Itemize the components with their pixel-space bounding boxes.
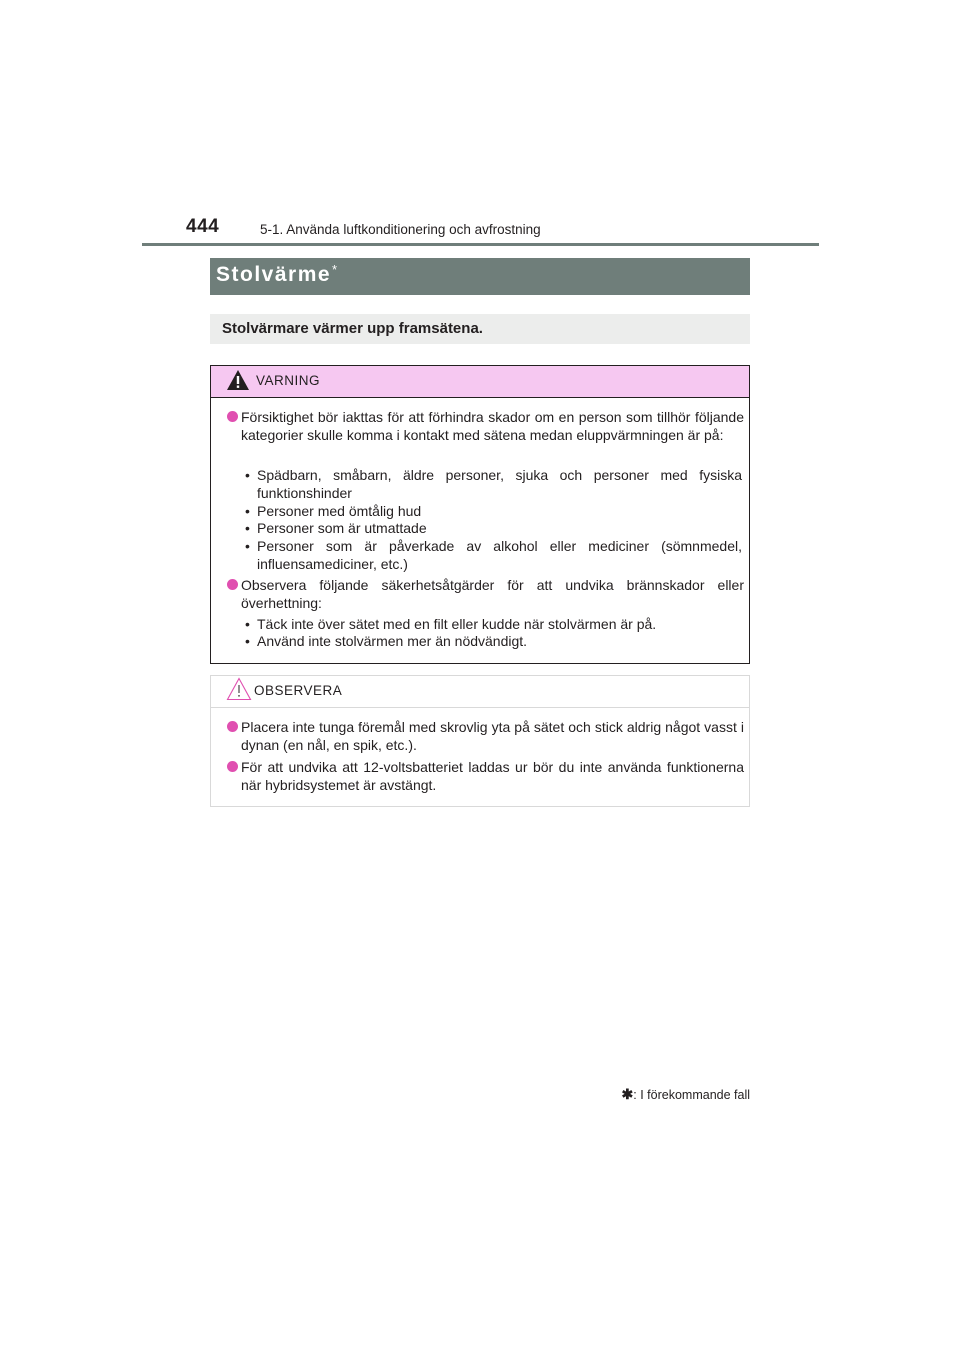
warning-item-text: Observera följande säkerhetsåtgärder för att undvika brännskador eller överhettning: (241, 577, 744, 611)
warning-subitem-text: Personer som är utmattade (257, 520, 427, 536)
warning-triangle-icon (226, 369, 250, 391)
warning-subitem (245, 537, 742, 573)
warning-item-text: Försiktighet bör iakttas för att förhindra skador om en person som tillhör följande kategorier skulle komma i kontakt med sätena medan eluppvärmningen är på: (241, 409, 744, 443)
notice-label: OBSERVERA (254, 683, 343, 698)
heading-bar (210, 258, 750, 295)
page-header (0, 0, 960, 250)
warning-subitem (245, 466, 742, 502)
section-title: 5-1. Använda luftkonditionering och avfrostning (260, 222, 541, 237)
dot-icon: • (245, 520, 250, 536)
dot-icon: • (245, 467, 250, 483)
warning-subitem-text: Täck inte över sätet med en filt eller kudde när stolvärmen är på. (257, 616, 657, 632)
asterisk-icon: ✱ (621, 1086, 634, 1102)
notice-item-text: Placera inte tunga föremål med skrovlig yta på sätet och stick aldrig något vasst i dynan (en nål, en spik, etc.). (241, 719, 744, 753)
warning-subitem (245, 632, 742, 650)
bullet-icon (227, 721, 238, 732)
warning-subitem-text: Använd inte stolvärmen mer än nödvändigt. (257, 633, 528, 649)
notice-item (223, 758, 744, 794)
page-number: 444 (186, 216, 220, 237)
subtitle: Stolvärmare värmer upp framsätena. (222, 320, 483, 337)
warning-label: VARNING (256, 373, 321, 388)
caution-triangle-outline-icon (226, 677, 252, 701)
bullet-icon (227, 411, 238, 422)
bullet-icon (227, 579, 238, 590)
notice-header (211, 676, 749, 708)
warning-header (211, 366, 749, 398)
warning-subitem-text: Spädbarn, småbarn, äldre personer, sjuka och personer med fysiska funktionshinder (257, 467, 742, 501)
subtitle-bar (210, 314, 750, 344)
notice-item (223, 718, 744, 754)
dot-icon: • (245, 633, 250, 649)
notice-item-text: För att undvika att 12-voltsbatteriet laddas ur bör du inte använda funktionerna när hybridsystemet är avstängt. (241, 759, 744, 793)
warning-box (210, 365, 750, 664)
dot-icon: • (245, 538, 250, 554)
warning-subitem (245, 615, 742, 633)
bullet-icon (227, 761, 238, 772)
warning-item (223, 576, 744, 612)
notice-box (210, 675, 750, 807)
footnote-text: : I förekommande fall (633, 1088, 750, 1102)
title-asterisk: * (332, 262, 338, 277)
page-title: Stolvärme (216, 263, 332, 286)
warning-subitem-text: Personer som är påverkade av alkohol eller mediciner (sömnmedel, influensamediciner, etc.) (257, 538, 742, 572)
dot-icon: • (245, 616, 250, 632)
warning-subitem-text: Personer med ömtålig hud (257, 503, 422, 519)
warning-item (223, 408, 744, 444)
header-divider (142, 243, 819, 246)
footnote (610, 1086, 750, 1103)
warning-subitem (245, 502, 742, 520)
warning-subitem (245, 519, 742, 537)
dot-icon: • (245, 503, 250, 519)
